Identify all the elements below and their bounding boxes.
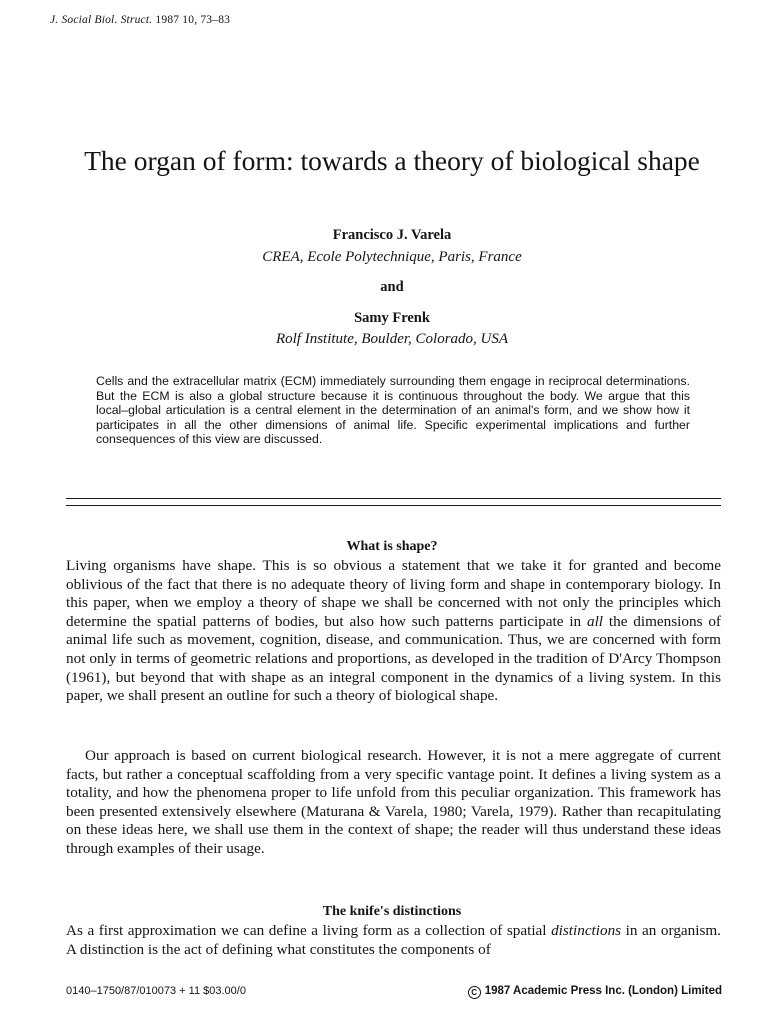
author-name: Samy Frenk	[354, 310, 430, 326]
publication-code: 0140–1750/87/010073 + 11 $03.00/0	[66, 985, 246, 997]
running-head	[50, 14, 230, 26]
article-title: The organ of form: towards a theory of biological shape	[84, 145, 700, 176]
paragraph-text: Living organisms have shape. This is so obvious a statement that we take it for granted and become oblivious of the fact that there is no adequate theory of living form and shape in contemporary biology. In this paper, when we employ a theory of shape we shall be concerned with not only the principles which determine the spatial patterns of bodies, but also how such patterns participate in	[66, 557, 721, 630]
section-heading: What is shape?	[346, 539, 438, 554]
author-conjunction: and	[380, 279, 404, 295]
paragraph-text: As a first approximation we can define a living form as a collection of spatial	[66, 922, 552, 939]
author-affiliation: CREA, Ecole Polytechnique, Paris, France	[262, 249, 522, 265]
abstract: Cells and the extracellular matrix (ECM) immediately surrounding them engage in reciprocal determinations. But the ECM is also a global structure because it is continuous throughout the body. We argue that this local–global articulation is a central element in the determination of an animal's form, and we show how it participates in all the other dimensions of animal life. Specific experimental implications and further consequences of this view are discussed.	[96, 374, 690, 447]
copyright-line	[436, 985, 722, 999]
author-affiliation: Rolf Institute, Boulder, Colorado, USA	[275, 331, 509, 347]
body-paragraph	[66, 922, 721, 959]
emphasis-text: all	[586, 612, 604, 630]
emphasis-text: distinctions	[551, 922, 622, 939]
copyright-icon: C	[468, 986, 481, 999]
paragraph-text: in an organism. A distinction is the act of defining what constitutes the components of	[66, 922, 721, 958]
body-paragraph	[66, 557, 721, 706]
journal-name: J. Social Biol. Struct.	[50, 14, 153, 26]
body-paragraph: Our approach is based on current biological research. However, it is not a mere aggregate of current facts, but rather a conceptual scaffolding from a very specific vantage point. It defines a living system as a totality, and how the phenomena proper to life unfold from this peculiar organization. This framework has been presented extensively elsewhere (Maturana & Varela, 1980; Varela, 1979). Rather than recapitulating on these ideas here, we shall use them in the context of shape; the reader will thus understand these ideas through examples of their usage.	[66, 747, 721, 857]
author-name: Francisco J. Varela	[332, 227, 452, 243]
separator-rule	[66, 505, 721, 506]
separator-rule	[66, 498, 721, 499]
journal-volume: 1987 10, 73–83	[155, 14, 231, 26]
paragraph-text: the dimensions of animal life such as movement, cognition, disease, and communication. Thus, we are concerned with form not only in terms of geometric relations and proportions, as developed in the tradition of D'Arcy Thompson (1961), but beyond that with shape as an integral component in the dynamics of a living system. In this paper, we shall present an outline for such a theory of biological shape.	[66, 612, 721, 705]
copyright-text: 1987 Academic Press Inc. (London) Limited	[484, 985, 722, 997]
section-heading: The knife's distinctions	[322, 904, 462, 919]
